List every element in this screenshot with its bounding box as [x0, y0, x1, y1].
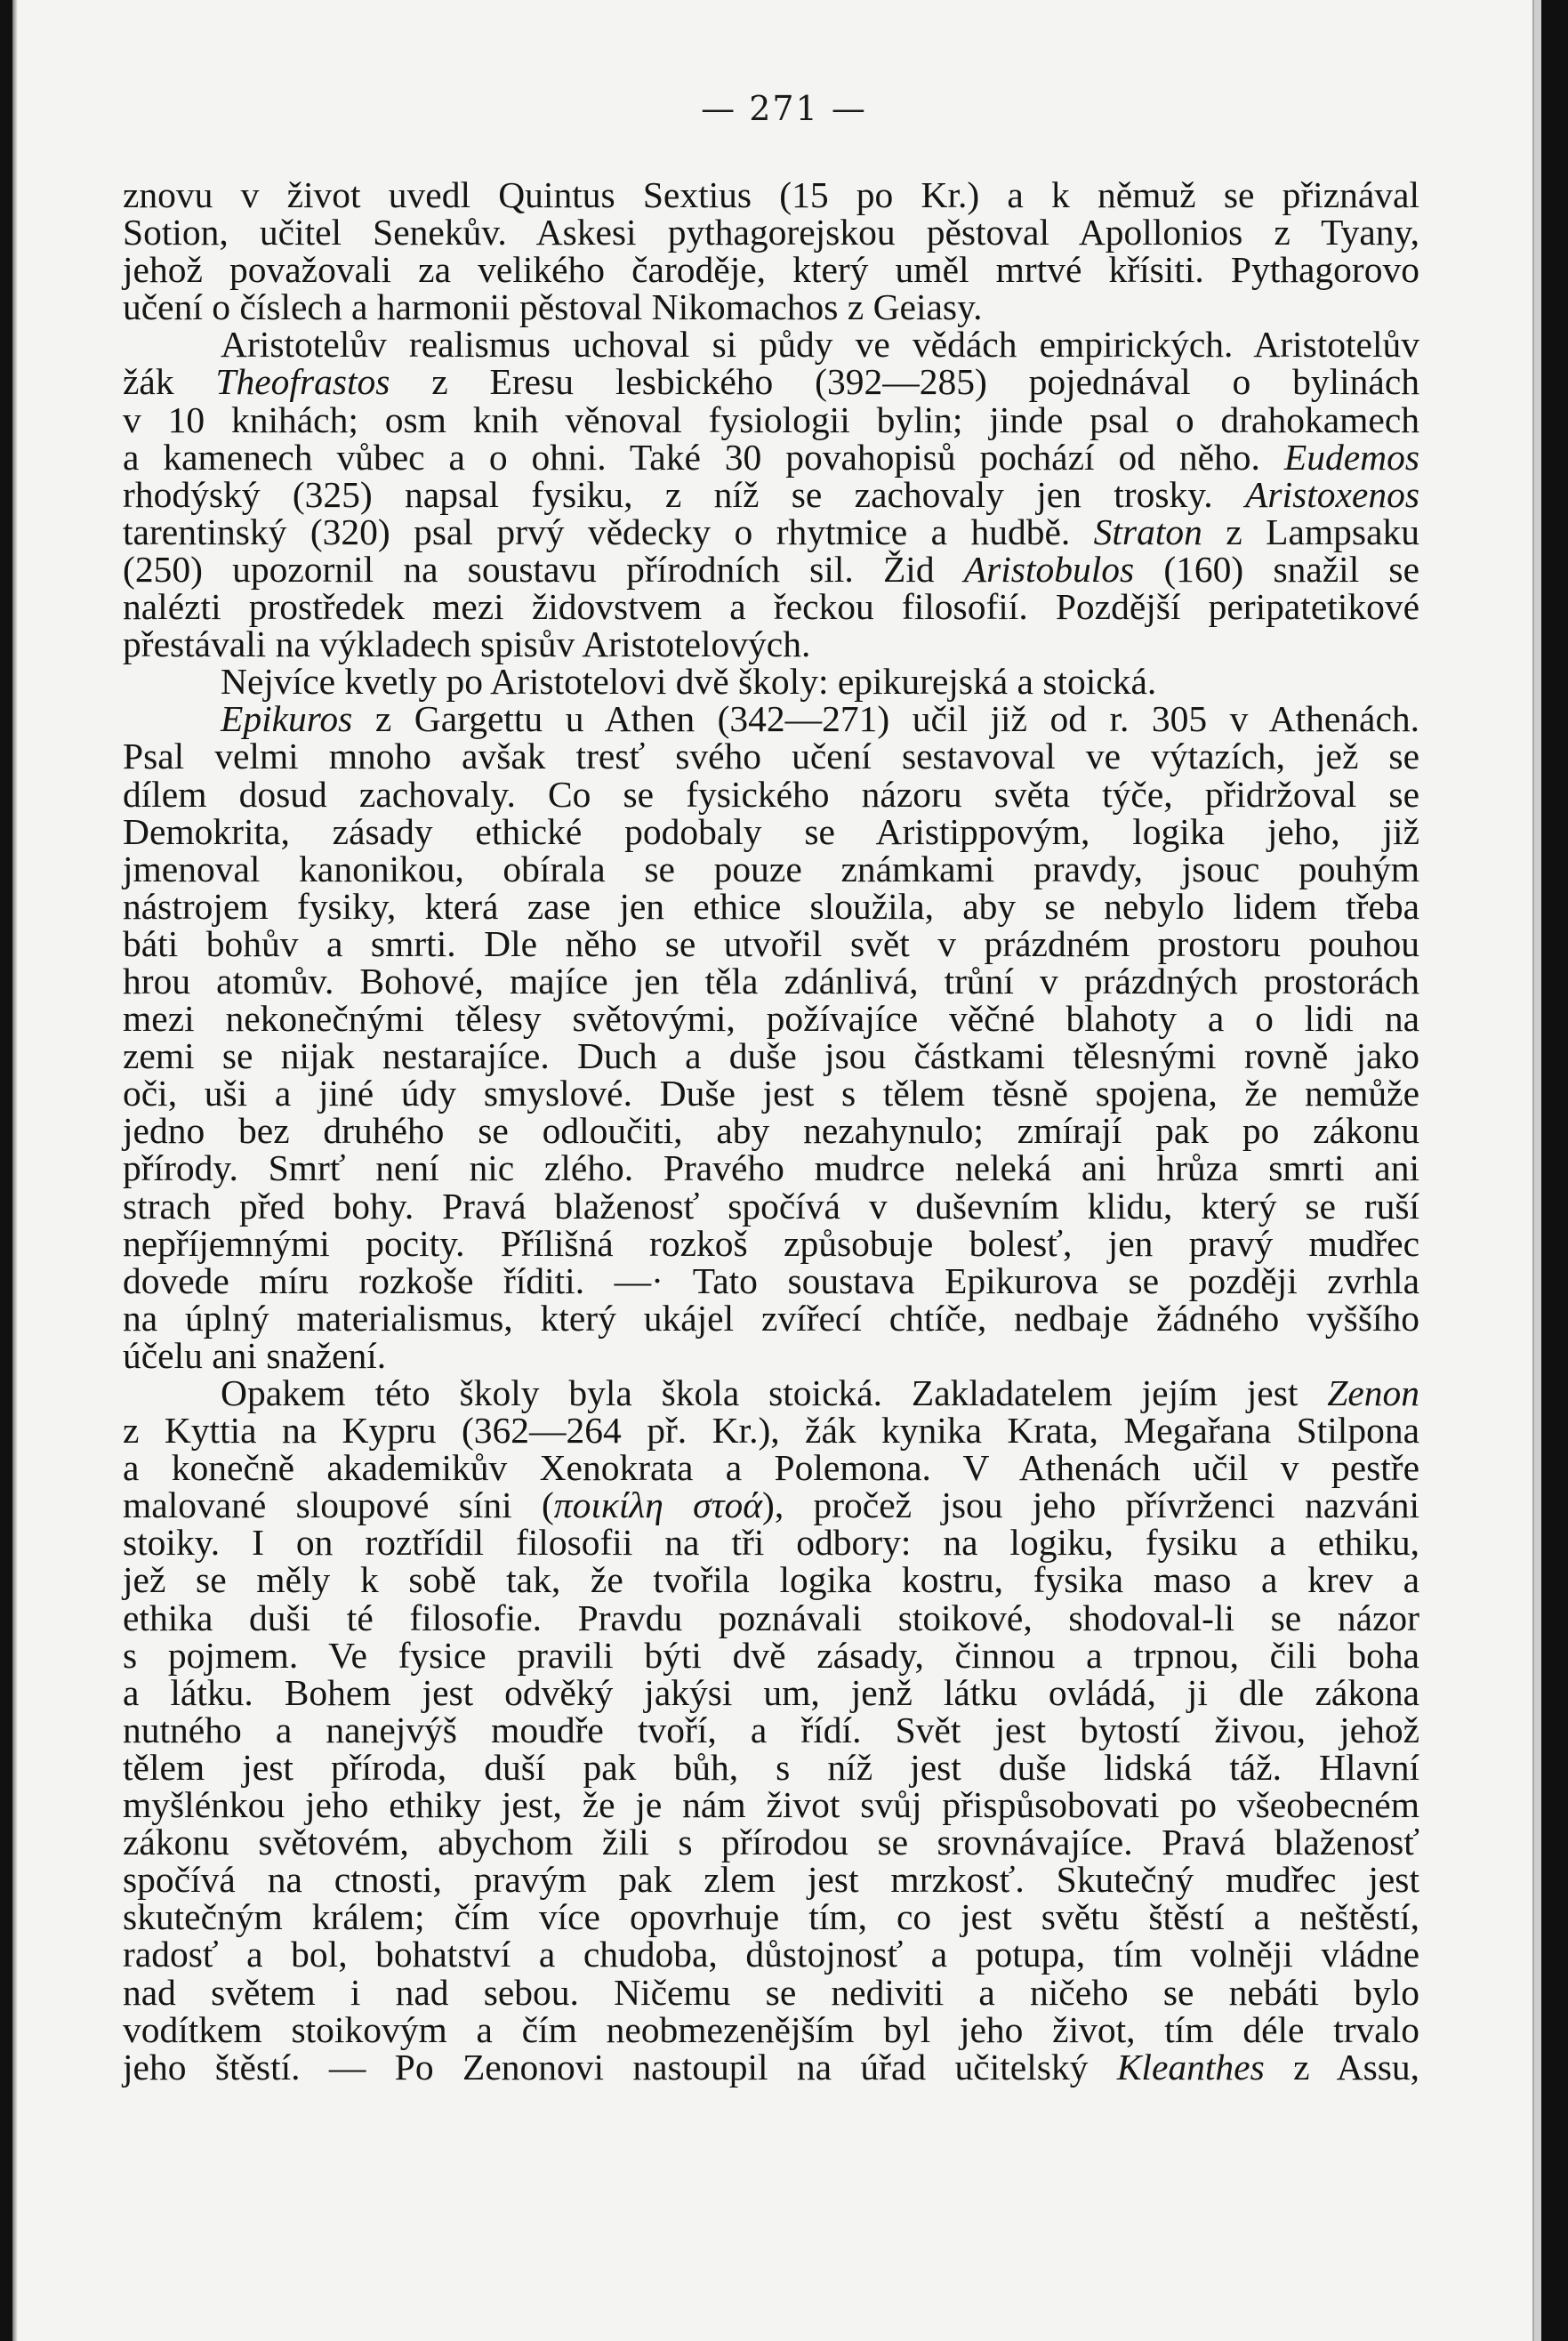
text-line: radosť a bol, bohatství a chudoba, důstojnosť a potupa, tím volněji vládne — [123, 1934, 1419, 1975]
text-segment: a kamenech vůbec a o ohni. Také 30 povahopisů pochází od něho. — [123, 436, 1284, 478]
text-line: a látku. Bohem jest odvěký jakýsi um, jenž látku ovládá, ji dle zákona — [123, 1671, 1419, 1713]
right-page-edge — [1532, 0, 1541, 2341]
italic-name: ποικίλη στοά — [553, 1484, 762, 1526]
text-line — [123, 2048, 1419, 2086]
italic-name: Aristoxenos — [1245, 473, 1419, 515]
text-line: skutečným králem; čím více opovrhuje tím, co jest světu štěstí a neštěstí, — [123, 1896, 1419, 1938]
italic-name: Zenon — [1327, 1372, 1419, 1413]
text-segment: (250) upozornil na soustavu přírodních sil. Žid — [123, 548, 964, 590]
text-line: hrou atomův. Bohové, majíce jen těla zdánlivá, trůní v prázdných prostorách — [123, 960, 1419, 1002]
text-line — [123, 1486, 1419, 1524]
text-line: a konečně akademikův Xenokrata a Polemona. V Athenách učil v pestře — [123, 1447, 1419, 1489]
text-line: s pojmem. Ve fysice pravili býti dvě zásady, činnou a trpnou, čili boha — [123, 1634, 1419, 1676]
italic-name: Theofrastos — [215, 361, 390, 403]
text-line: zákonu světovém, abychom žili s přírodou se srovnávajíce. Pravá blaženosť — [123, 1822, 1419, 1863]
text-line: vodítkem stoikovým a čím neobmezenějším byl jeho život, tím déle trvalo — [123, 2008, 1419, 2050]
text-segment: z Assu, — [1264, 2046, 1419, 2088]
text-line: mezi nekonečnými tělesy světovými, požívajíce věčné blahoty a o lidi na — [123, 998, 1419, 1040]
text-line: dovede míru rozkoše říditi. —· Tato soustava Epikurova se později zvrhla — [123, 1259, 1419, 1301]
text-line: nástrojem fysiky, která zase jen ethice sloužila, aby se nebylo lidem třeba — [123, 885, 1419, 927]
text-segment: z Gargettu u Athen (342—271) učil již od r. 305 v Athenách. — [352, 698, 1419, 740]
text-line: dílem dosud zachovaly. Co se fysického názoru světa týče, přidržoval se — [123, 773, 1419, 815]
text-line: strach před bohy. Pravá blaženosť spočívá v duševním klidu, který se ruší — [123, 1185, 1419, 1227]
text-segment: Opakem této školy byla škola stoická. Zakladatelem jejím jest — [221, 1372, 1328, 1413]
text-line: nepříjemnými pocity. Přílišná rozkoš způsobuje bolesť, jen pravý mudřec — [123, 1222, 1419, 1264]
text-line: jmenoval kanonikou, obírala se pouze známkami pravdy, jsouc pouhým — [123, 848, 1419, 889]
left-scan-border — [0, 0, 12, 2341]
italic-name: Eudemos — [1283, 436, 1419, 478]
text-line: oči, uši a jiné údy smyslové. Duše jest s tělem těsně spojena, že nemůže — [123, 1073, 1419, 1114]
text-line: tělem jest příroda, duší pak bůh, s níž jest duše lidská táž. Hlavní — [123, 1746, 1419, 1788]
text-line: účelu ani snažení. — [123, 1334, 387, 1376]
text-segment: z Lampsaku — [1202, 511, 1419, 552]
text-line: zemi se nijak nestarajíce. Duch a duše jsou částkami tělesnými rovně jako — [123, 1035, 1419, 1077]
text-line: spočívá na ctnosti, pravým pak zlem jest mrzkosť. Skutečný mudřec jest — [123, 1859, 1419, 1901]
text-segment: ), pročež jsou jeho přívrženci nazváni — [762, 1484, 1420, 1526]
text-line: jehož považovali za velikého čaroděje, který uměl mrtvé křísiti. Pythagorovo — [123, 249, 1419, 291]
text-segment: rhodýský (325) napsal fysiku, z níž se zachovaly jen trosky. — [123, 473, 1246, 515]
text-line — [123, 1374, 1419, 1412]
text-line: Sotion, učitel Senekův. Askesi pythagorejskou pěstoval Apollonios z Tyany, — [123, 212, 1419, 253]
text-line: nutného a nanejvýš moudře tvoří, a řídí. Svět jest bytostí živou, jehož — [123, 1709, 1419, 1750]
text-line: jež se měly k sobě tak, že tvořila logika kostru, fysika maso a krev a — [123, 1559, 1419, 1601]
italic-name: Straton — [1093, 511, 1202, 552]
italic-name: Aristobulos — [963, 548, 1135, 590]
text-line — [123, 698, 1419, 740]
text-line: báti bohův a smrti. Dle něho se utvořil svět v prázdném prostoru pouhou — [123, 922, 1419, 964]
left-scan-shadow — [12, 0, 18, 2341]
text-line: Nejvíce kvetly po Aristotelovi dvě školy: epikurejská a stoická. — [221, 661, 1157, 703]
text-line — [123, 361, 1419, 403]
text-line — [123, 513, 1419, 551]
text-line — [123, 473, 1419, 515]
text-line: na úplný materialismus, který ukájel zvířecí chtíče, nedbaje žádného vyššího — [123, 1297, 1419, 1339]
text-segment: z Eresu lesbického (392—285) pojednával o bylinách — [390, 361, 1419, 403]
text-line: nad světem i nad sebou. Ničemu se nediviti a ničeho se nebáti bylo — [123, 1971, 1419, 2013]
text-line: myšlénkou jeho ethiky jest, že je nám život svůj přispůsobovati po všeobecném — [123, 1784, 1419, 1826]
italic-name: Epikuros — [221, 698, 353, 740]
body-text — [123, 176, 1419, 2086]
text-line: z Kyttia na Kypru (362—264 př. Kr.), žák kynika Krata, Megařana Stilpona — [123, 1410, 1419, 1452]
text-line: ethika duši té filosofie. Pravdu poznávali stoikové, shodoval-li se názor — [123, 1597, 1419, 1638]
text-line: jedno bez druhého se odloučiti, aby nezahynulo; zmírají pak po zákonu — [123, 1110, 1419, 1152]
text-segment: malované sloupové síni ( — [123, 1484, 554, 1526]
text-line: Aristotelův realismus uchoval si půdy ve vědách empirických. Aristotelův — [221, 324, 1419, 366]
text-line: znovu v život uvedl Quintus Sextius (15 po Kr.) a k němuž se přiznával — [123, 174, 1419, 215]
text-line: Demokrita, zásady ethické podobaly se Aristippovým, logika jeho, již — [123, 810, 1419, 852]
text-line: stoiky. I on roztřídil filosofii na tři odbory: na logiku, fysiku a ethiku, — [123, 1522, 1419, 1564]
text-line: nalézti prostředek mezi židovstvem a řeckou filosofií. Pozdější peripatetikové — [123, 586, 1419, 628]
right-scan-border — [1541, 0, 1568, 2341]
text-line — [123, 438, 1419, 476]
text-line — [123, 548, 1419, 590]
text-line: učení o číslech a harmonii pěstoval Nikomachos z Geiasy. — [123, 286, 983, 328]
text-segment: tarentinský (320) psal prvý vědecky o rhytmice a hudbě. — [123, 511, 1094, 552]
text-line: v 10 knihách; osm knih věnoval fysiologii bylin; jinde psal o drahokamech — [123, 398, 1419, 440]
text-line: Psal velmi mnoho avšak tresť svého učení sestavoval ve výtazích, jež se — [123, 736, 1419, 777]
text-line: přestávali na výkladech spisův Aristotelových. — [123, 623, 811, 665]
italic-name: Kleanthes — [1116, 2046, 1265, 2088]
text-segment: (160) snažil se — [1134, 548, 1419, 590]
page-number: — 271 — — [701, 89, 867, 128]
text-line: přírody. Smrť není nic zlého. Pravého mudrce neleká ani hrůza smrti ani — [123, 1147, 1419, 1189]
text-segment: jeho štěstí. — Po Zenonovi nastoupil na úřad učitelský — [123, 2046, 1117, 2088]
text-segment: žák — [123, 361, 216, 403]
